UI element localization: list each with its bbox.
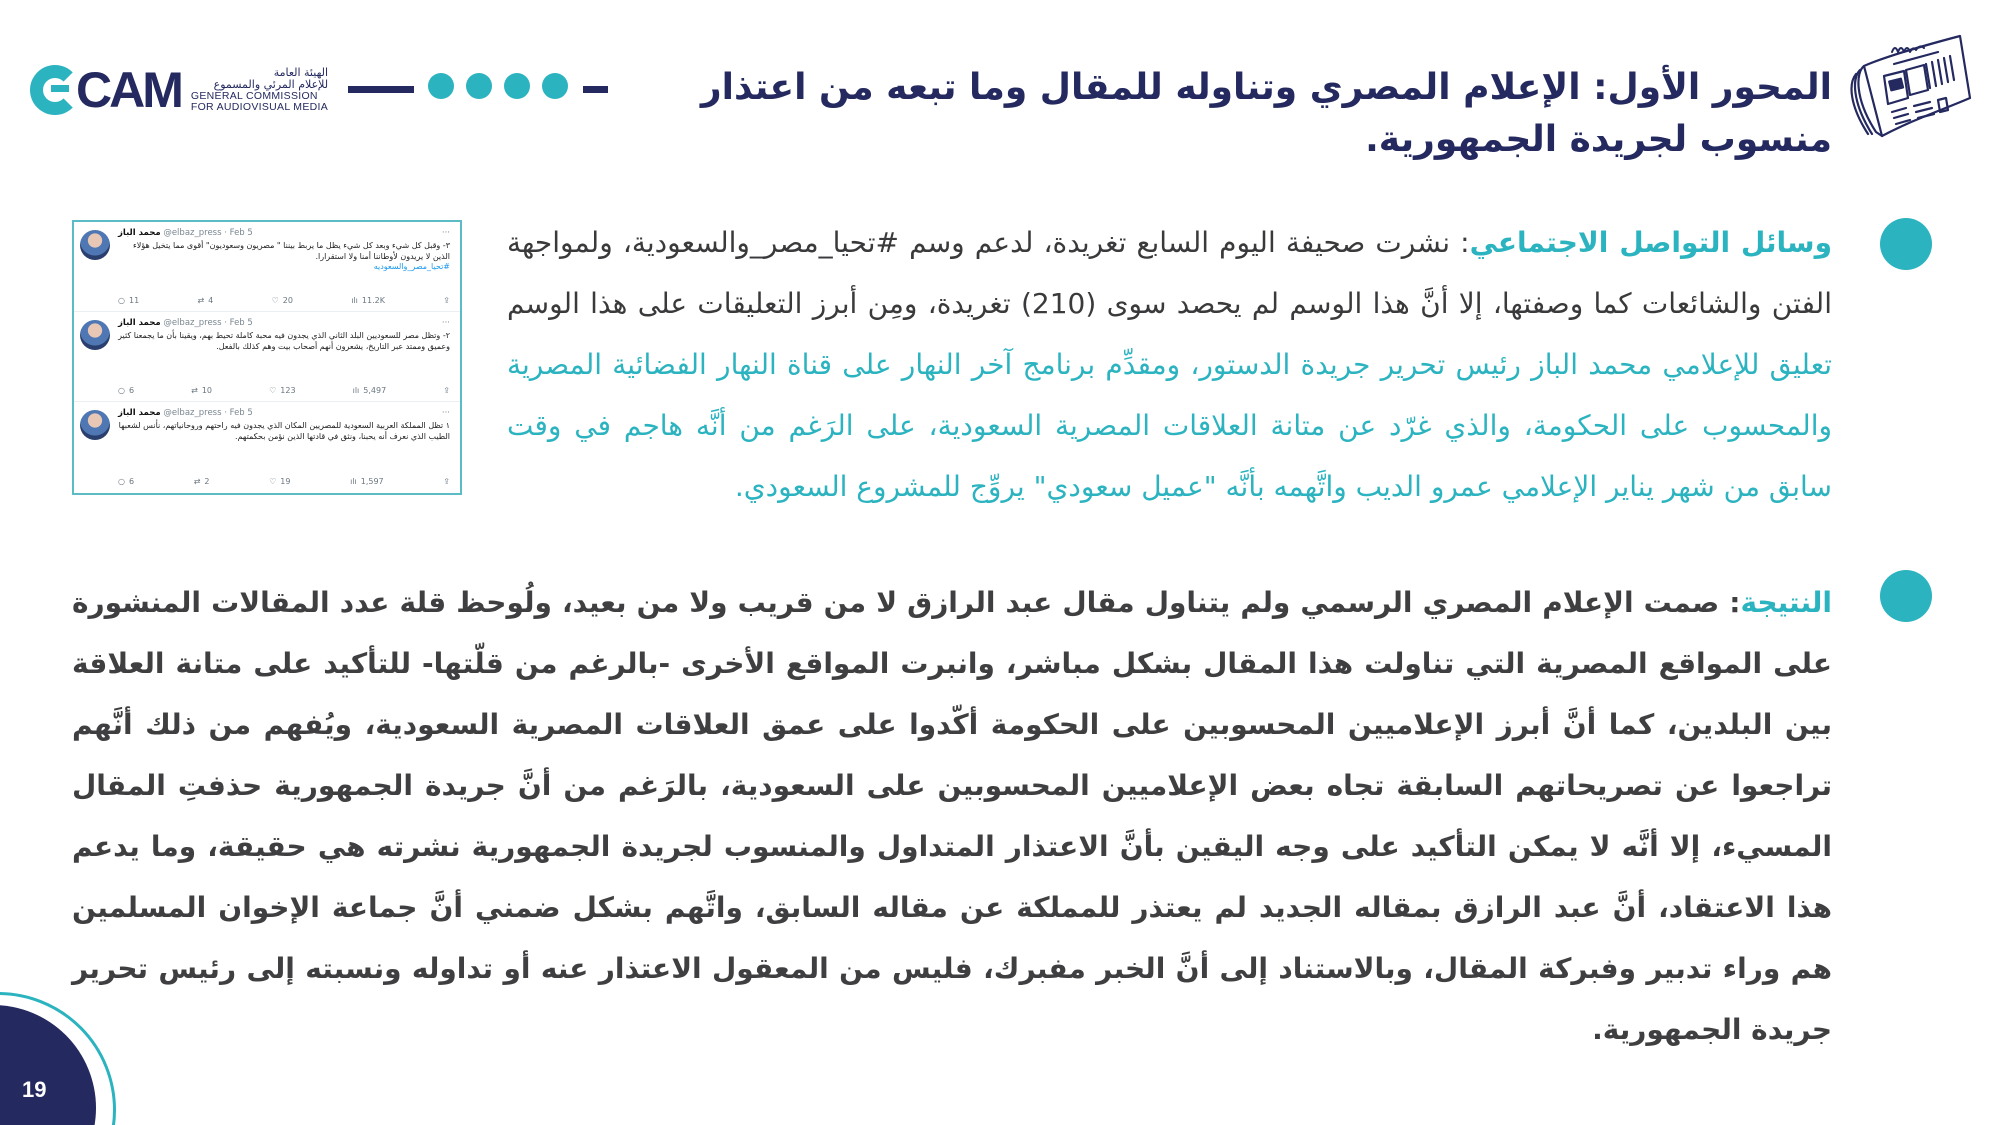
like-count: 123 xyxy=(280,386,296,395)
tweet-text: ١ تظل المملكة العربية السعودية للمصريين المكان الذي يجدون فيه راحتهم وروحانياتهم، نأنس لشعبها الطيب الذي نعرف أنه يحبنا، ونثق في قادتها الذين نؤمن بحكمتهم. xyxy=(118,421,450,441)
tweet-header: محمد الباز @elbaz_press · Feb 5 ··· xyxy=(118,318,450,328)
reply-count: 6 xyxy=(128,386,135,395)
reply-count: 11 xyxy=(128,296,140,305)
retweet-button[interactable] xyxy=(191,386,212,395)
like-count: 19 xyxy=(280,477,291,486)
avatar xyxy=(80,230,110,260)
reply-icon: ○ xyxy=(118,386,125,395)
views-icon: ılı xyxy=(350,477,357,486)
views-button[interactable] xyxy=(351,296,385,305)
views-count: 5,497 xyxy=(363,386,387,395)
tweet-hashtag[interactable]: #تحيا_مصر_والسعوديه xyxy=(373,262,450,271)
header-dots xyxy=(428,73,568,99)
reply-icon: ○ xyxy=(118,477,125,486)
views-count: 11.2K xyxy=(361,296,385,305)
page-title: المحور الأول: الإعلام المصري وتناوله للمقال وما تبعه من اعتذار منسوب لجريدة الجمهورية. xyxy=(700,67,1832,160)
result-paragraph xyxy=(72,572,1832,1060)
reply-count: 6 xyxy=(128,477,135,486)
result-text: : صمت الإعلام المصري الرسمي ولم يتناول مقال عبد الرازق لا من قريب ولا من بعيد، ولُوحظ قلة عدد المقالات المنشورة على المواقع المصرية التي تناولت هذا المقال بشكل مباشر، وانبرت المواقع الأخرى -بالرغم من قلّتها- للتأكيد على متانة العلاقة بين البلدين، كما أنَّ أبرز الإعلاميين المحسوبين على الحكومة أكّدوا على عمق العلاقات المصرية السعودية، ويُفهم من ذلك أنَّهم تراجعوا عن تصريحاتهم السابقة تجاه بعض الإعلاميين المحسوبين على السعودية، بالرَغم من أنَّ جريدة الجمهورية حذفتِ المقال المسيء، إلا أنَّه لا يمكن التأكيد على وجه اليقين بأنَّ الاعتذار المتداول والمنسوب لجريدة الجمهورية نشرته هي حقيقة، وما يدعم هذا الاعتقاد، أنَّ عبد الرازق بمقاله الجديد لم يعتذر للمملكة عن مقاله السابق، واتَّهم بشكل ضمني أنَّ جماعة الإخوان المسلمين هم وراء تدبير وفبركة المقال، وبالاستناد إلى أنَّ الخبر مفبرك، فليس من المعقول الاعتذار عنه أو تداوله ونسبته إلى رئيس تحرير جريدة الجمهورية. xyxy=(72,586,1832,1046)
gcam-logo xyxy=(30,62,330,118)
logo-english-line2: FOR AUDIOVISUAL MEDIA xyxy=(190,100,329,113)
reply-button[interactable] xyxy=(118,296,139,305)
like-icon: ♡ xyxy=(269,386,277,395)
tweet-date: Feb 5 xyxy=(229,318,253,328)
retweet-icon: ⇄ xyxy=(191,386,198,395)
header-rule-right xyxy=(583,86,608,93)
like-count: 20 xyxy=(282,296,293,305)
reply-button[interactable] xyxy=(118,386,134,395)
tweet-handle: @elbaz_press xyxy=(163,318,222,328)
page-number: 19 xyxy=(22,1077,47,1102)
more-options-icon[interactable]: ··· xyxy=(441,318,450,328)
views-count: 1,597 xyxy=(360,477,384,486)
tweet-author-name: محمد الباز xyxy=(118,318,161,328)
reply-icon: ○ xyxy=(118,296,125,305)
bullet-dot-social xyxy=(1880,218,1932,270)
share-button[interactable] xyxy=(443,386,450,395)
tweet-header: محمد الباز @elbaz_press · Feb 5 ··· xyxy=(118,408,450,418)
more-options-icon[interactable]: ··· xyxy=(441,228,450,238)
tweet-text: ٣- وقبل كل شيء وبعد كل شيء يظل ما يربط بيننا " مصريون وسعوديون" أقوى مما يتخيل هؤلاء الذين لا يريدون لأوطاننا أمنا ولا استقرارا. xyxy=(133,241,450,261)
tweet-handle: @elbaz_press xyxy=(163,408,222,418)
tweet-handle: @elbaz_press xyxy=(163,228,222,238)
social-media-heading: وسائل التواصل الاجتماعي xyxy=(1469,226,1832,259)
logo-text xyxy=(191,67,328,112)
retweet-icon: ⇄ xyxy=(197,296,205,305)
more-options-icon[interactable]: ··· xyxy=(441,408,450,418)
tweet-date: Feb 5 xyxy=(229,228,253,238)
result-heading: النتيجة xyxy=(1740,586,1832,619)
header-dot xyxy=(504,73,530,99)
tweet xyxy=(74,402,460,492)
tweet-text: ٢- وتظل مصر للسعوديين البلد الثاني الذي يجدون فيه محبة كاملة تحيط بهم، ويقينا بأن ما يجمعنا كثير وعميق وممتد عبر التاريخ، يشعرون أنهم أصحاب بيت وهم كذلك بالفعل. xyxy=(118,331,450,351)
social-media-text: : نشرت صحيفة اليوم السابع تغريدة، لدعم وسم #تحيا_مصر_والسعودية، ولمواجهة الفتن والشائعات كما وصفتها، إلا أنَّ هذا الوسم لم يحصد سوى (210) تغريدة، ومِن أبرز التعليقات على هذا الوسم xyxy=(507,226,1832,320)
logo-arabic-line1: الهيئة العامة xyxy=(273,66,329,80)
header-dot xyxy=(542,73,568,99)
like-icon: ♡ xyxy=(271,296,279,305)
like-button[interactable] xyxy=(269,477,290,486)
tweet-date: Feb 5 xyxy=(229,408,253,418)
gcam-logo-mark xyxy=(30,62,181,118)
share-icon: ⇪ xyxy=(443,386,450,395)
retweet-count: 10 xyxy=(201,386,213,395)
share-icon: ⇪ xyxy=(443,477,450,486)
logo-letters: CAM xyxy=(76,62,181,118)
tweet-author-name: محمد الباز xyxy=(118,408,161,418)
logo-g-shape xyxy=(30,65,80,115)
reply-button[interactable] xyxy=(118,477,134,486)
share-button[interactable] xyxy=(443,296,450,305)
retweet-button[interactable] xyxy=(194,477,210,486)
retweet-count: 2 xyxy=(204,477,210,486)
share-icon: ⇪ xyxy=(443,296,450,305)
social-media-paragraph xyxy=(507,212,1832,517)
tweet-author-name: محمد الباز xyxy=(118,228,161,238)
views-icon: ılı xyxy=(352,386,360,395)
logo-english-line1: GENERAL COMMISSION xyxy=(190,89,318,102)
retweet-button[interactable] xyxy=(197,296,213,305)
tweet-header: محمد الباز @elbaz_press · Feb 5 ··· xyxy=(118,228,450,238)
tweet xyxy=(74,222,460,312)
like-button[interactable] xyxy=(269,386,295,395)
logo-arabic-line2: للإعلام المرئي والمسموع xyxy=(213,77,329,91)
like-button[interactable] xyxy=(272,296,293,305)
views-button[interactable] xyxy=(350,477,384,486)
views-button[interactable] xyxy=(353,386,387,395)
retweet-icon: ⇄ xyxy=(193,477,201,486)
avatar xyxy=(80,320,110,350)
tweet-actions xyxy=(118,477,450,486)
tweet xyxy=(74,312,460,402)
retweet-count: 4 xyxy=(208,296,214,305)
newspaper-icon xyxy=(1842,28,1977,146)
avatar xyxy=(80,410,110,440)
social-media-highlight: تعليق للإعلامي محمد الباز رئيس تحرير جريدة الدستور، ومقدِّم برنامج آخر النهار على قناة النهار الفضائية المصرية والمحسوب على الحكومة، والذي غرّد عن متانة العلاقات المصرية السعودية، على الرَغم من أنَّه هاجم في وقت سابق من شهر يناير الإعلامي عمرو الديب واتَّهمه بأنَّه "عميل سعودي" يروِّج للمشروع السعودي. xyxy=(507,348,1832,503)
share-button[interactable] xyxy=(443,477,450,486)
tweets-screenshot xyxy=(72,220,462,495)
tweet-actions xyxy=(118,386,450,395)
header-rule-left xyxy=(348,86,414,93)
bullet-dot-result xyxy=(1880,570,1932,622)
header-dot xyxy=(466,73,492,99)
views-icon: ılı xyxy=(351,296,358,305)
header-dot xyxy=(428,73,454,99)
like-icon: ♡ xyxy=(269,477,277,486)
tweet-actions xyxy=(118,296,450,305)
